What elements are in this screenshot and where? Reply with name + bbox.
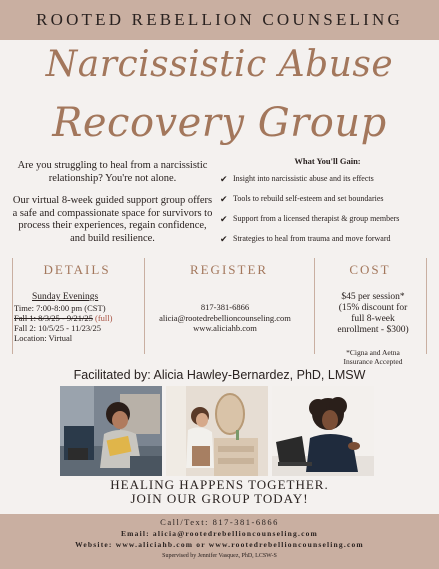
benefit-text: Tools to rebuild self-esteem and set boundaries (233, 194, 384, 203)
footer-supervisor: Supervised by Jennifer Vasquez, PhD, LCSW-S (162, 553, 277, 559)
divider (314, 258, 315, 354)
check-icon: ✔ (220, 214, 228, 224)
title-line-2: Recovery Group (52, 100, 387, 146)
insurance-note-line-2: Insurance Accepted (343, 357, 403, 366)
register-section (140, 302, 310, 333)
benefit-item (220, 174, 435, 184)
meeting-time: Time: 7:00-8:00 pm (CST) (14, 303, 106, 313)
divider (12, 258, 13, 354)
benefits-list (220, 156, 435, 254)
cost-heading: COST (349, 262, 391, 277)
fall-2-session: Fall 2: 10/5/25 - 11/23/25 (14, 323, 102, 333)
benefit-text: Strategies to heal from trauma and move forward (233, 234, 391, 243)
cta-line-2: JOIN OUR GROUP TODAY! (130, 491, 309, 506)
call-to-action (0, 478, 439, 506)
insurance-note-line-1: *Cigna and Aetna (346, 348, 400, 357)
cost-section (318, 292, 428, 366)
benefit-item (220, 234, 435, 244)
discount-line-1: (15% discount for (338, 303, 408, 313)
intro-paragraph-2: Our virtual 8-week guided support group offers a safe and compassionate space for survivors to process their experiences, regain confidence, and build resilience. (12, 195, 213, 244)
cta-line-1: HEALING HAPPENS TOGETHER. (110, 477, 329, 492)
benefits-title: What You'll Gain: (294, 156, 361, 166)
benefit-text: Insight into narcissistic abuse and its effects (233, 174, 374, 183)
footer-band (0, 514, 439, 569)
fall-1-dates: Fall 1: 8/3/25 - 9/21/25 (14, 313, 93, 323)
check-icon: ✔ (220, 174, 228, 184)
header-band (0, 0, 439, 40)
intro-text (10, 160, 215, 245)
facilitator: Facilitated by: Alicia Hawley-Bernardez, PhD, LMSW (73, 368, 366, 382)
meeting-day: Sunday Evenings (32, 292, 99, 302)
footer-website[interactable]: Website: www.aliciahb.com or www.rootedrebellioncounseling.com (75, 540, 364, 549)
brand-name: ROOTED REBELLION COUNSELING (36, 10, 403, 29)
register-phone[interactable]: 817-381-6866 (200, 302, 250, 312)
insurance-note (318, 348, 428, 366)
price-per-session: $45 per session* (341, 292, 405, 302)
intro-paragraph-1: Are you struggling to heal from a narcissistic relationship? You're not alone. (17, 160, 208, 184)
register-email[interactable]: alicia@rootedrebellioncounseling.com (159, 313, 291, 323)
photo-reading (60, 386, 162, 476)
discount-line-2: full 8-week (351, 314, 395, 324)
benefit-item (220, 214, 435, 224)
photo-vanity (166, 386, 268, 476)
discount-line-3: enrollment - $300) (337, 325, 409, 335)
full-badge: (full) (95, 313, 113, 323)
benefit-item (220, 194, 435, 204)
footer-phone[interactable]: Call/Text: 817-381-6866 (160, 517, 279, 527)
title-line-1: Narcissistic Abuse (45, 44, 394, 85)
footer-email[interactable]: Email: alicia@rootedrebellioncounseling.com (120, 529, 319, 538)
details-heading: DETAILS (43, 262, 111, 277)
location: Location: Virtual (14, 333, 73, 343)
benefit-text: Support from a licensed therapist & group members (233, 214, 400, 223)
check-icon: ✔ (220, 194, 228, 204)
register-website[interactable]: www.aliciahb.com (193, 323, 257, 333)
check-icon: ✔ (220, 234, 228, 244)
register-heading: REGISTER (189, 262, 269, 277)
photo-laptop (272, 386, 374, 476)
